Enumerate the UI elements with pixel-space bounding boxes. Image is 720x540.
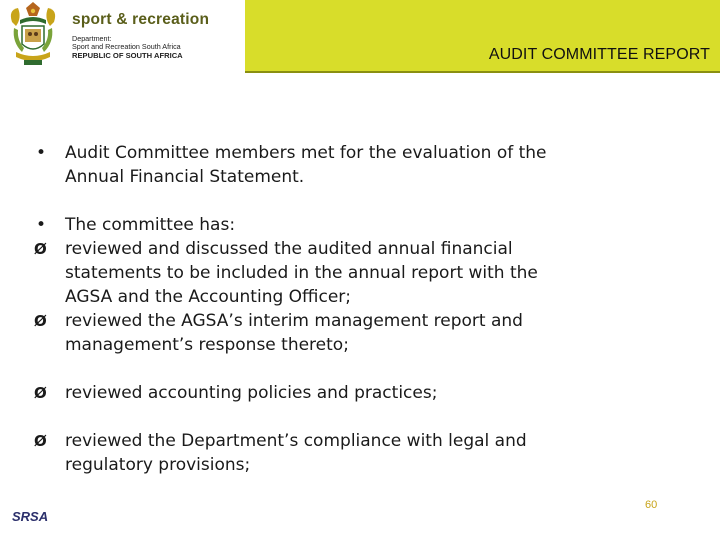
list-item-text: reviewed the AGSA’s interim management report and management’s response thereto; (65, 311, 523, 355)
list-item-text: The committee has: (65, 215, 236, 235)
list-item: • Audit Committee members met for the evaluation of the Annual Financial Statement. (34, 141, 674, 189)
header-divider (245, 71, 720, 73)
department-line-3: REPUBLIC OF SOUTH AFRICA (72, 50, 183, 60)
brand-name: sport & recreation (72, 11, 210, 28)
slide-header (0, 0, 720, 72)
department-text (72, 35, 183, 60)
department-line-2: Sport and Recreation South Africa (72, 42, 181, 52)
list-item-text: Audit Committee members met for the evaluation of the Annual Financial Statement. (65, 143, 547, 187)
header-banner (245, 0, 720, 72)
footer-label: SRSA (12, 509, 49, 524)
report-title: AUDIT COMMITTEE REPORT (488, 46, 710, 63)
list-item: Ø reviewed and discussed the audited annual financial statements to be included in the annual report with the AGSA and the Accounting Officer; (34, 237, 674, 309)
coat-of-arms-icon (6, 2, 60, 68)
page-number: 60 (645, 499, 658, 511)
list-item-text: reviewed the Department’s compliance with legal and regulatory provisions; (65, 431, 527, 475)
list-item: Ø reviewed accounting policies and practices; (34, 381, 674, 405)
list-item: Ø reviewed the AGSA’s interim management report and management’s response thereto; (34, 309, 674, 357)
list-item-text: reviewed and discussed the audited annual financial statements to be included in the annual report with the AGSA and the Accounting Officer; (65, 239, 538, 307)
list-item: Ø reviewed the Department’s compliance with legal and regulatory provisions; (34, 429, 674, 477)
list-item: • The committee has: (34, 213, 674, 237)
list-item-text: reviewed accounting policies and practices; (65, 383, 438, 403)
department-logo (0, 0, 245, 72)
department-line-1: Department: (72, 34, 112, 43)
